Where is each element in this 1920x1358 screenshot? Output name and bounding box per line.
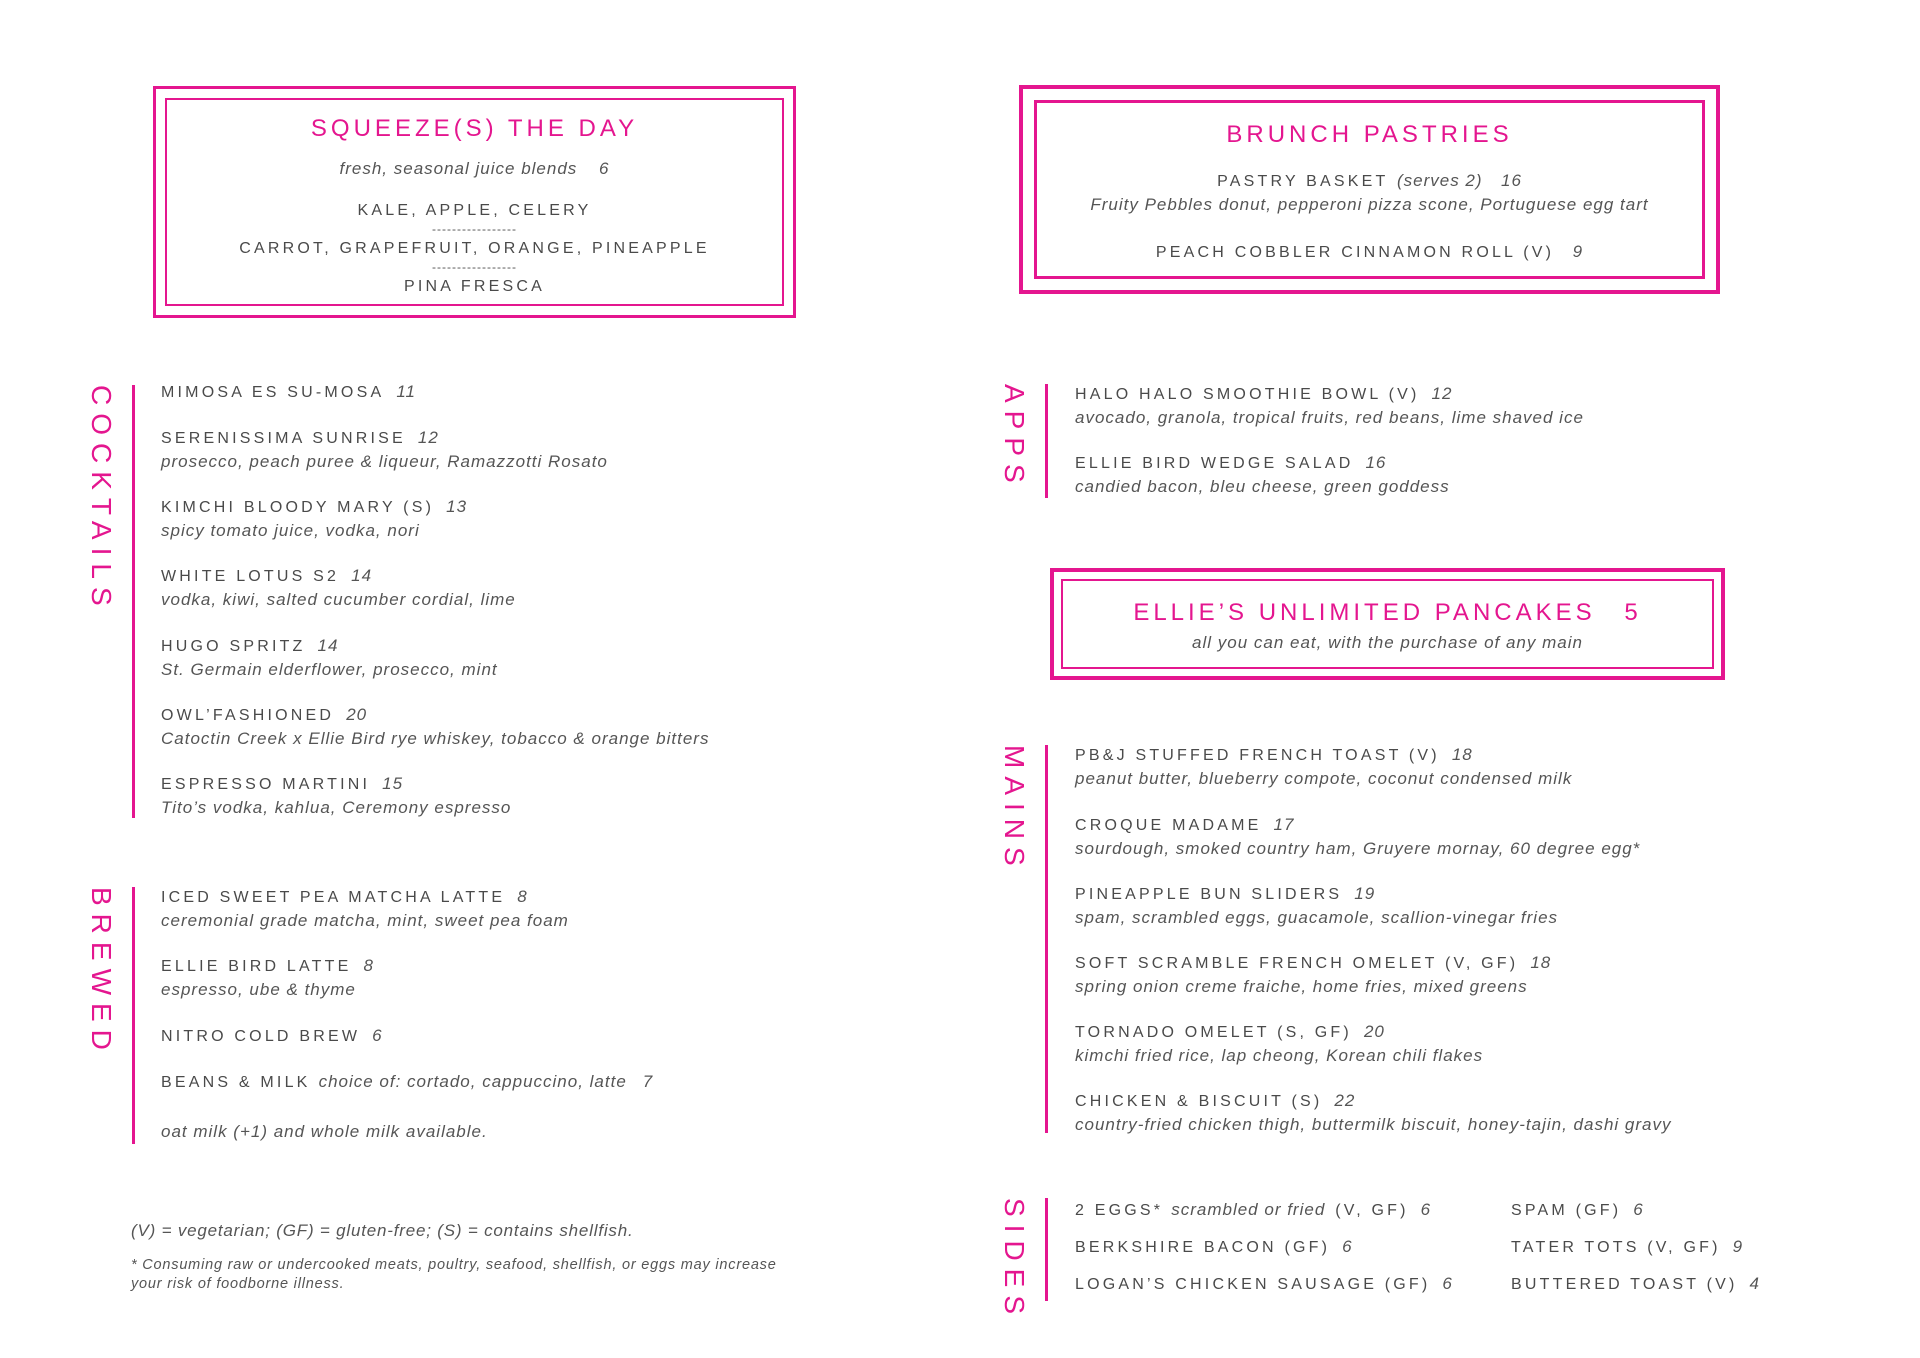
menu-item	[161, 1072, 653, 1092]
item-desc: candied bacon, bleu cheese, green goddess	[1075, 477, 1450, 496]
pastry-basket-note: (serves 2)	[1396, 171, 1483, 190]
item-name-line	[161, 497, 467, 517]
pastries-title: BRUNCH PASTRIES	[1226, 121, 1513, 148]
item-name-line	[161, 774, 511, 794]
item-name-line	[161, 382, 416, 402]
item-price: 8	[517, 887, 528, 906]
item-name: LOGAN’S CHICKEN SAUSAGE (GF)	[1075, 1276, 1431, 1293]
pancakes-subtitle: all you can eat, with the purchase of any main	[1192, 633, 1583, 652]
side-item	[1511, 1274, 1760, 1294]
item-tag: (V, GF)	[1335, 1202, 1409, 1219]
item-desc: spicy tomato juice, vodka, nori	[161, 521, 420, 540]
pancakes-box	[1050, 568, 1725, 680]
item-name-line	[161, 566, 516, 586]
item-price: 18	[1530, 953, 1552, 972]
pastry-basket-desc: Fruity Pebbles donut, pepperoni pizza scone, Portuguese egg tart	[1090, 195, 1649, 214]
mains-bar	[1045, 745, 1048, 1133]
sides-label: SIDES	[999, 1198, 1030, 1323]
cocktails-bar	[132, 385, 135, 818]
pastries-box	[1019, 85, 1720, 294]
item-price: 22	[1334, 1091, 1356, 1110]
item-desc: Tito’s vodka, kahlua, Ceremony espresso	[161, 798, 512, 817]
item-name: CROQUE MADAME	[1075, 817, 1262, 834]
side-item	[1075, 1237, 1353, 1257]
menu-item	[1075, 884, 1558, 928]
item-price: 12	[417, 428, 439, 447]
foodborne-warning-line2: your risk of foodborne illness.	[131, 1276, 345, 1292]
item-price: 15	[382, 774, 404, 793]
item-price: 14	[317, 636, 339, 655]
item-price: 17	[1273, 815, 1295, 834]
item-price: 9	[1732, 1237, 1744, 1256]
item-desc: peanut butter, blueberry compote, coconut condensed milk	[1075, 769, 1573, 788]
pancakes-title: ELLIE’S UNLIMITED PANCAKES	[1133, 599, 1596, 626]
item-name: PB&J STUFFED FRENCH TOAST (V)	[1075, 747, 1440, 764]
juice-blend-3: PINA FRESCA	[403, 278, 545, 295]
cinnamon-roll-line	[1023, 242, 1716, 262]
item-name: WHITE LOTUS S2	[161, 568, 340, 585]
blend-divider-2: -----------------	[432, 260, 517, 274]
menu-item	[161, 636, 498, 680]
item-name: BUTTERED TOAST (V)	[1511, 1276, 1738, 1293]
item-note: choice of: cortado, cappuccino, latte	[318, 1072, 627, 1091]
apps-label: APPS	[999, 384, 1030, 491]
item-desc: espresso, ube & thyme	[161, 980, 356, 999]
item-name: 2 EGGS*	[1075, 1202, 1164, 1219]
cinnamon-roll-name: PEACH COBBLER CINNAMON ROLL (V)	[1155, 244, 1555, 261]
squeeze-title: SQUEEZE(S) THE DAY	[310, 115, 639, 142]
item-name: TATER TOTS (V, GF)	[1511, 1239, 1721, 1256]
side-item	[1511, 1237, 1743, 1257]
cinnamon-roll-price: 9	[1572, 242, 1584, 261]
item-name: CHICKEN & BISCUIT (S)	[1075, 1093, 1323, 1110]
item-name-line	[1075, 1200, 1431, 1220]
item-name: PINEAPPLE BUN SLIDERS	[1075, 886, 1343, 903]
item-name-line	[1511, 1200, 1644, 1220]
pancakes-title-line	[1054, 599, 1721, 627]
item-name-line	[1075, 953, 1551, 973]
item-name-line	[1075, 884, 1558, 904]
item-desc: kimchi fried rice, lap cheong, Korean chili flakes	[1075, 1046, 1484, 1065]
milk-note	[161, 1122, 488, 1142]
item-name-line	[161, 1026, 383, 1046]
item-price: 4	[1749, 1274, 1760, 1293]
item-price: 20	[346, 705, 368, 724]
item-name-line	[161, 1072, 653, 1092]
menu-item	[1075, 953, 1551, 997]
item-name-line	[1075, 453, 1450, 473]
foodborne-warning-line1: * Consuming raw or undercooked meats, poultry, seafood, shellfish, or eggs may increase	[131, 1257, 777, 1273]
item-price: 6	[372, 1026, 383, 1045]
item-name-line	[1075, 1237, 1353, 1257]
item-desc: ceremonial grade matcha, mint, sweet pea foam	[161, 911, 569, 930]
item-price: 6	[1442, 1274, 1453, 1293]
item-desc: Catoctin Creek x Ellie Bird rye whiskey, tobacco & orange bitters	[161, 729, 710, 748]
item-name: ELLIE BIRD WEDGE SALAD	[1075, 455, 1354, 472]
menu-item	[161, 497, 467, 541]
side-item	[1075, 1274, 1453, 1294]
menu-item	[1075, 384, 1584, 428]
menu-item	[161, 1026, 383, 1046]
item-name: ELLIE BIRD LATTE	[161, 958, 352, 975]
item-price: 11	[396, 382, 416, 401]
item-desc: country-fried chicken thigh, buttermilk biscuit, honey-tajin, dashi gravy	[1075, 1115, 1672, 1134]
menu-item	[161, 428, 608, 472]
item-name: MIMOSA ES SU-MOSA	[161, 384, 385, 401]
item-name-line	[1075, 1022, 1483, 1042]
menu-item	[1075, 453, 1450, 497]
squeeze-subtitle-text: fresh, seasonal juice blends	[339, 159, 578, 178]
milk-note-text: oat milk (+1) and whole milk available.	[161, 1122, 488, 1141]
item-name-line	[161, 956, 374, 976]
item-name: SERENISSIMA SUNRISE	[161, 430, 406, 447]
menu-item	[161, 956, 374, 1000]
item-desc: spring onion creme fraiche, home fries, mixed greens	[1075, 977, 1528, 996]
item-name: BEANS & MILK	[161, 1074, 311, 1091]
item-desc: spam, scrambled eggs, guacamole, scallion-vinegar fries	[1075, 908, 1559, 927]
item-desc: sourdough, smoked country ham, Gruyere mornay, 60 degree egg*	[1075, 839, 1641, 858]
cocktails-label: COCKTAILS	[86, 385, 117, 614]
side-item	[1511, 1200, 1644, 1220]
item-name-line	[1075, 1091, 1671, 1111]
item-price: 8	[363, 956, 374, 975]
item-price: 7	[642, 1072, 654, 1091]
menu-item	[161, 705, 709, 749]
item-desc: avocado, granola, tropical fruits, red beans, lime shaved ice	[1075, 408, 1584, 427]
item-price: 6	[1420, 1200, 1432, 1219]
item-name-line	[1511, 1237, 1743, 1257]
item-name: KIMCHI BLOODY MARY (S)	[161, 499, 435, 516]
item-desc: St. Germain elderflower, prosecco, mint	[161, 660, 498, 679]
menu-item	[161, 887, 569, 931]
item-note: scrambled or fried	[1171, 1200, 1326, 1219]
item-price: 18	[1451, 745, 1473, 764]
item-price: 19	[1354, 884, 1376, 903]
item-name: SOFT SCRAMBLE FRENCH OMELET (V, GF)	[1075, 955, 1519, 972]
item-name-line	[161, 705, 709, 725]
item-name-line	[161, 636, 498, 656]
item-name: ESPRESSO MARTINI	[161, 776, 371, 793]
item-price: 6	[1633, 1200, 1644, 1219]
mains-label: MAINS	[999, 745, 1030, 874]
squeeze-subtitle	[156, 159, 793, 179]
item-price: 14	[351, 566, 373, 585]
pancakes-price: 5	[1624, 599, 1642, 626]
juice-blend-2: CARROT, GRAPEFRUIT, ORANGE, PINEAPPLE	[239, 240, 710, 257]
item-name: HUGO SPRITZ	[161, 638, 306, 655]
item-name: ICED SWEET PEA MATCHA LATTE	[161, 889, 506, 906]
item-desc: prosecco, peach puree & liqueur, Ramazzotti Rosato	[161, 452, 608, 471]
item-name: HALO HALO SMOOTHIE BOWL (V)	[1075, 386, 1420, 403]
sides-bar	[1045, 1198, 1048, 1301]
item-name: SPAM (GF)	[1511, 1202, 1622, 1219]
item-name-line	[1075, 815, 1640, 835]
item-name: NITRO COLD BREW	[161, 1028, 361, 1045]
item-name: BERKSHIRE BACON (GF)	[1075, 1239, 1331, 1256]
item-price: 13	[446, 497, 468, 516]
item-name-line	[1511, 1274, 1760, 1294]
item-price: 16	[1365, 453, 1387, 472]
item-name-line	[1075, 384, 1584, 404]
menu-item	[1075, 1091, 1671, 1135]
item-price: 12	[1431, 384, 1453, 403]
item-desc: vodka, kiwi, salted cucumber cordial, lime	[161, 590, 516, 609]
menu-item	[161, 774, 511, 818]
side-item	[1075, 1200, 1431, 1220]
item-name-line	[161, 887, 569, 907]
menu-item	[1075, 815, 1640, 859]
item-price: 20	[1363, 1022, 1385, 1041]
apps-bar	[1045, 384, 1048, 498]
blend-divider-1: -----------------	[432, 222, 517, 236]
squeeze-box	[153, 86, 796, 318]
pastry-basket-line	[1023, 171, 1716, 191]
foodborne-warning	[131, 1256, 777, 1294]
menu-item	[161, 566, 516, 610]
menu-item	[161, 382, 416, 402]
juice-blend-1: KALE, APPLE, CELERY	[357, 202, 592, 219]
item-price: 6	[1342, 1237, 1353, 1256]
menu-item	[1075, 745, 1572, 789]
brewed-bar	[132, 887, 135, 1144]
squeeze-price: 6	[599, 159, 610, 178]
dietary-legend: (V) = vegetarian; (GF) = gluten-free; (S) = contains shellfish.	[131, 1221, 634, 1240]
menu-item	[1075, 1022, 1483, 1066]
pastry-basket-price: 16	[1501, 171, 1522, 190]
item-name: TORNADO OMELET (S, GF)	[1075, 1024, 1352, 1041]
brewed-label: BREWED	[86, 887, 117, 1058]
pastry-basket-name: PASTRY BASKET	[1217, 173, 1389, 190]
item-name-line	[161, 428, 608, 448]
item-name-line	[1075, 1274, 1453, 1294]
item-name-line	[1075, 745, 1572, 765]
item-name: OWL’FASHIONED	[161, 707, 335, 724]
